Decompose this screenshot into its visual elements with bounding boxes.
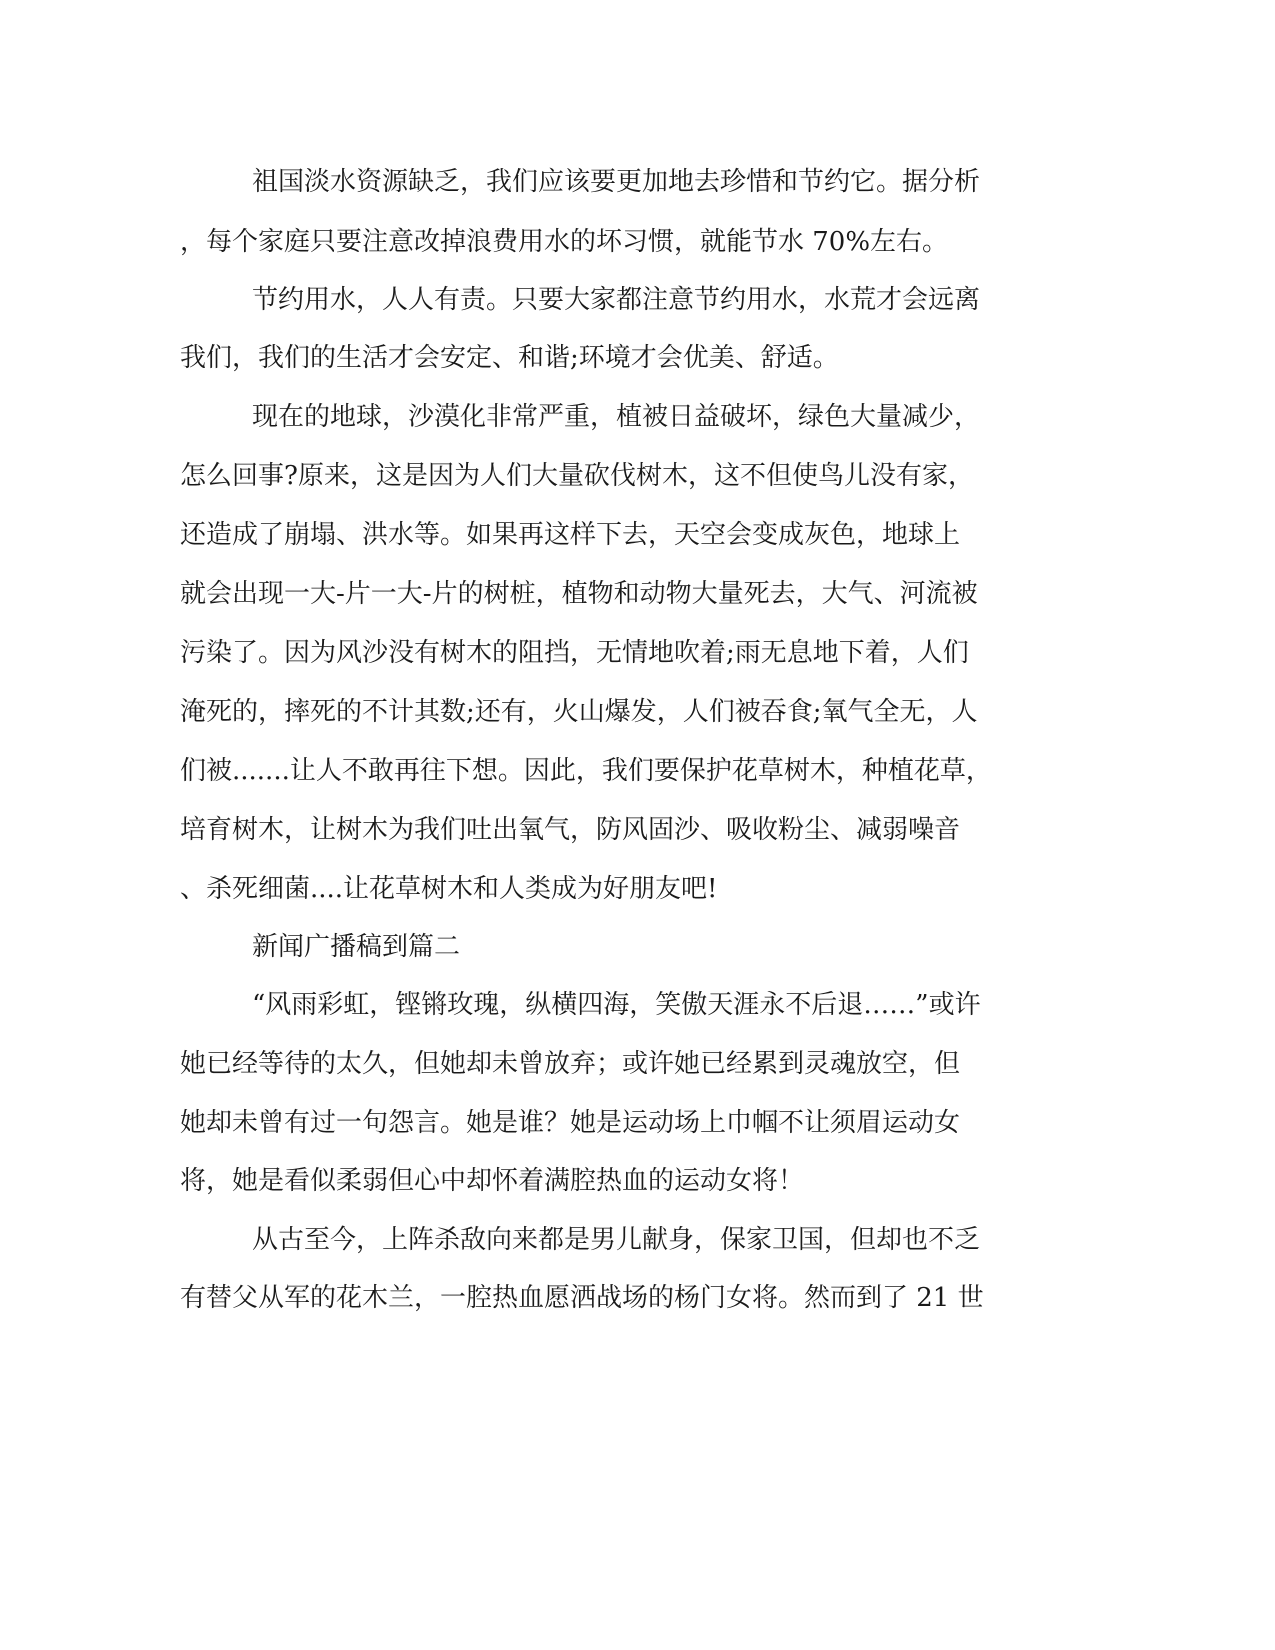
paragraph-line: “风雨彩虹，铿锵玫瑰，纵横四海，笑傲天涯永不后退……”或许 [252, 990, 981, 1020]
paragraph-line: 节约用水，人人有责。只要大家都注意节约用水，水荒才会远离 [252, 285, 981, 315]
paragraph-line: 、杀死细菌....让花草树木和人类成为好朋友吧! [180, 874, 718, 904]
section-heading: 新闻广播稿到篇二 [252, 932, 461, 962]
paragraph-line: 们被.......让人不敢再往下想。因此，我们要保护花草树木，种植花草， [180, 756, 992, 786]
paragraph-line: 污染了。因为风沙没有树木的阻挡，无情地吹着;雨无息地下着，人们 [180, 638, 969, 668]
paragraph-line: 现在的地球，沙漠化非常严重，植被日益破坏，绿色大量减少， [252, 402, 981, 432]
paragraph-line: 有替父从军的花木兰，一腔热血愿洒战场的杨门女将。然而到了 21 世 [180, 1283, 984, 1313]
paragraph-line: 怎么回事?原来，这是因为人们大量砍伐树木，这不但使鸟儿没有家， [180, 461, 974, 491]
paragraph-line: 我们，我们的生活才会安定、和谐;环境才会优美、舒适。 [180, 343, 839, 373]
paragraph-line: 就会出现一大-片一大-片的树桩，植物和动物大量死去，大气、河流被 [180, 579, 978, 609]
paragraph-line: 她却未曾有过一句怨言。她是谁？她是运动场上巾帼不让须眉运动女 [180, 1108, 961, 1138]
paragraph-line: 还造成了崩塌、洪水等。如果再这样下去，天空会变成灰色，地球上 [180, 520, 961, 550]
paragraph-line: 培育树木，让树木为我们吐出氧气，防风固沙、吸收粉尘、减弱噪音 [180, 815, 961, 845]
paragraph-line: 从古至今，上阵杀敌向来都是男儿献身，保家卫国，但却也不乏 [252, 1225, 981, 1255]
paragraph-line: 将，她是看似柔弱但心中却怀着满腔热血的运动女将！ [180, 1166, 805, 1196]
paragraph-line: 祖国淡水资源缺乏，我们应该要更加地去珍惜和节约它。据分析 [252, 167, 981, 197]
paragraph-line: ，每个家庭只要注意改掉浪费用水的坏习惯，就能节水 70%左右。 [180, 227, 949, 257]
paragraph-line: 淹死的，摔死的不计其数;还有，火山爆发，人们被吞食;氧气全无，人 [180, 697, 978, 727]
paragraph-line: 她已经等待的太久，但她却未曾放弃；或许她已经累到灵魂放空，但 [180, 1049, 961, 1079]
